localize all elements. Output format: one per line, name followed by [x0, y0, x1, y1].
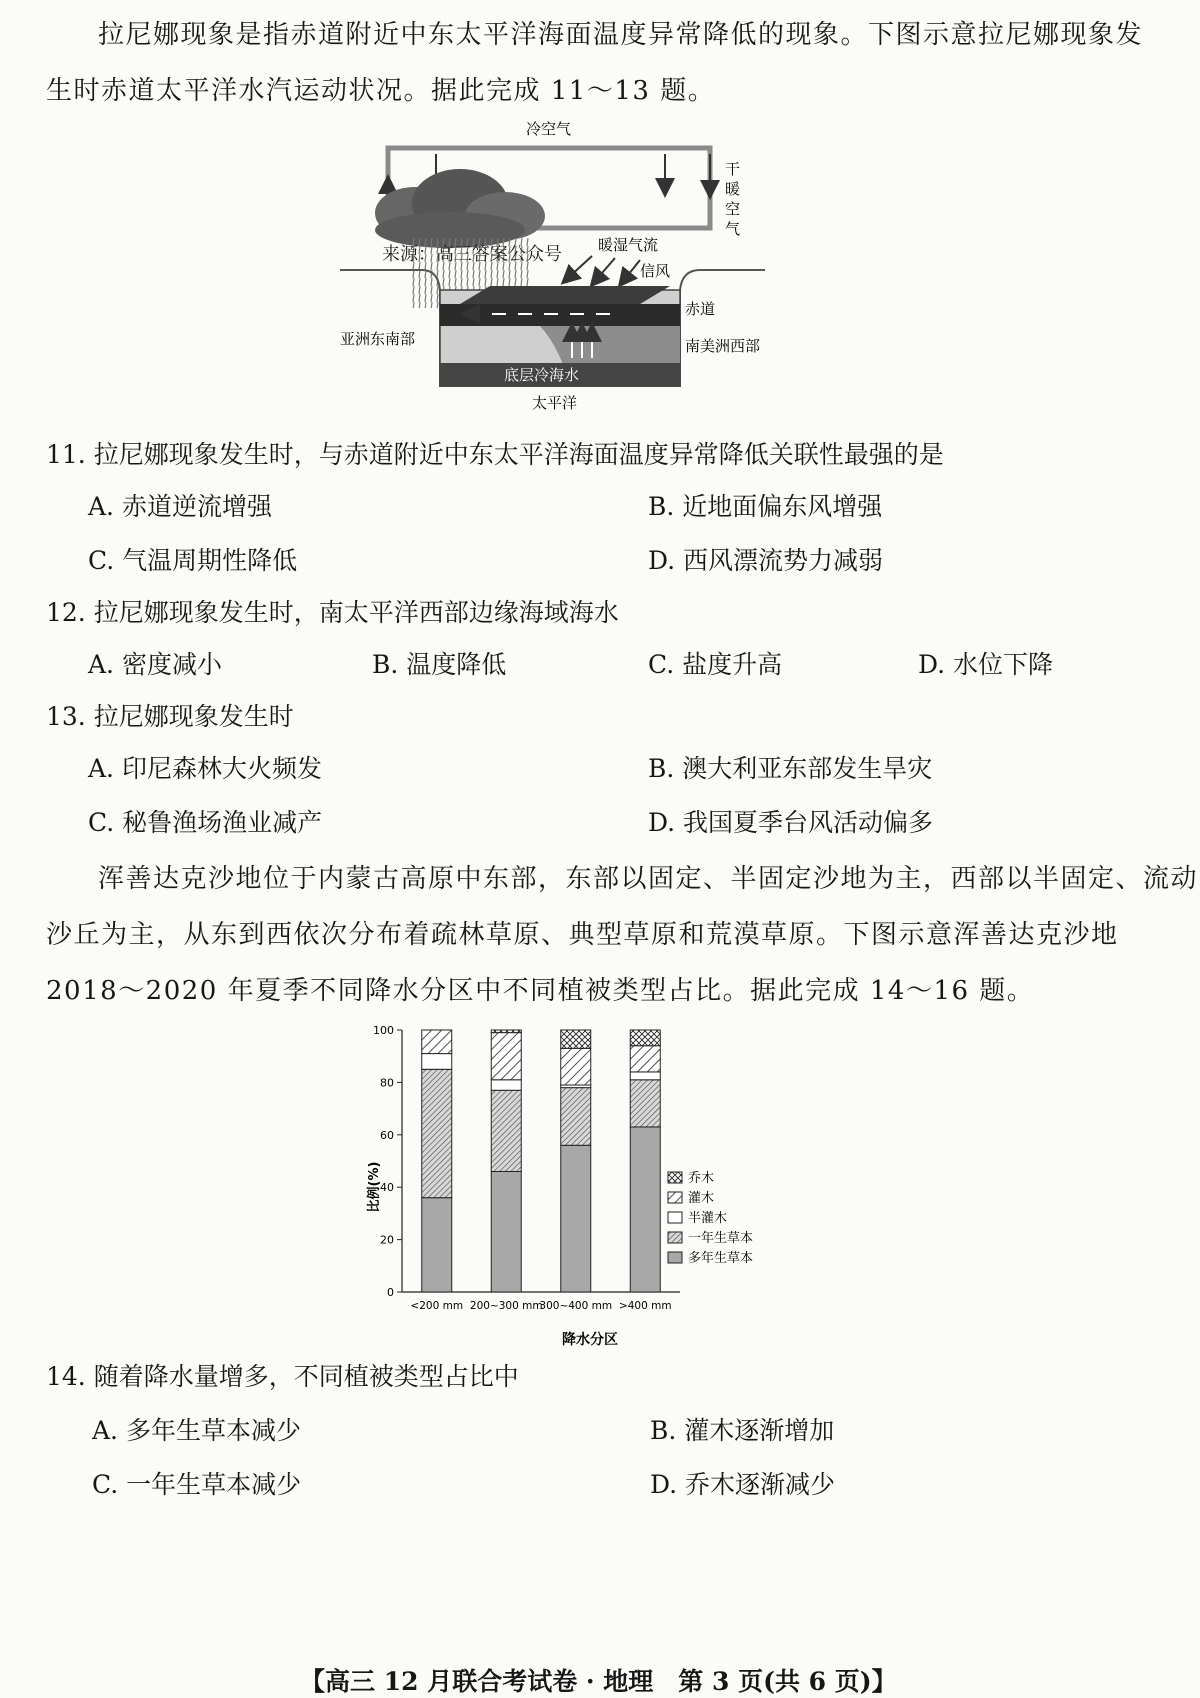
- source-watermark: 来源：高三答案公众号: [382, 244, 562, 265]
- q13-option-a[interactable]: A. 印尼森林大火频发: [88, 754, 322, 783]
- chart-y-axis-label: 比例(%): [367, 1161, 382, 1213]
- bar-segment-1-乔木: [491, 1030, 521, 1033]
- legend-swatch: [668, 1252, 682, 1263]
- bar-segment-3-半灌木: [630, 1072, 660, 1080]
- question-14-stem: 14. 随着降水量增多，不同植被类型占比中: [46, 1362, 519, 1391]
- cold-air-label: 冷空气: [526, 120, 572, 138]
- legend-label: 半灌木: [688, 1211, 728, 1226]
- chart-x-axis-label: 降水分区: [562, 1332, 618, 1348]
- q14-option-a[interactable]: A. 多年生草本减少: [92, 1416, 301, 1445]
- x-tick-label: 200~300 mm: [469, 1300, 543, 1312]
- bar-segment-2-一年生草本: [561, 1088, 591, 1146]
- bar-segment-3-一年生草本: [630, 1080, 660, 1127]
- y-tick-label: 100: [373, 1024, 394, 1037]
- bar-segment-0-一年生草本: [422, 1069, 452, 1197]
- x-tick-label: 300~400 mm: [539, 1300, 613, 1312]
- q12-option-d[interactable]: D. 水位下降: [918, 650, 1054, 679]
- q14-option-d[interactable]: D. 乔木逐渐减少: [650, 1470, 836, 1499]
- x-tick-label: <200 mm: [410, 1300, 464, 1312]
- q11-option-a[interactable]: A. 赤道逆流增强: [88, 492, 272, 521]
- q12-option-c[interactable]: C. 盐度升高: [648, 650, 783, 679]
- bar-segment-1-一年生草本: [491, 1090, 521, 1171]
- chart-bars: [410, 1030, 671, 1312]
- legend-swatch: [668, 1192, 682, 1203]
- y-tick-label: 60: [380, 1128, 394, 1142]
- q12-option-a[interactable]: A. 密度减小: [88, 650, 222, 679]
- legend-swatch: [668, 1212, 682, 1223]
- bar-segment-0-半灌木: [422, 1054, 452, 1070]
- q11-option-c[interactable]: C. 气温周期性降低: [88, 546, 298, 575]
- y-tick-label: 20: [380, 1233, 394, 1247]
- equator-label: 赤道: [685, 300, 716, 318]
- dry-warm-air-label-3: 空: [725, 200, 741, 218]
- question-12-stem: 12. 拉尼娜现象发生时，南太平洋西部边缘海域海水: [46, 598, 619, 627]
- vegetation-stacked-bar-chart: [360, 1022, 900, 1350]
- y-tick-label: 0: [387, 1286, 394, 1299]
- dry-warm-air-label-1: 干: [725, 160, 741, 178]
- question-11-stem: 11. 拉尼娜现象发生时，与赤道附近中东太平洋海面温度异常降低关联性最强的是: [46, 440, 944, 469]
- q12-option-b[interactable]: B. 温度降低: [372, 650, 507, 679]
- q14-option-c[interactable]: C. 一年生草本减少: [92, 1470, 302, 1499]
- bar-segment-1-半灌木: [491, 1080, 521, 1090]
- bar-segment-0-灌木: [422, 1030, 452, 1054]
- intro1-line2: 生时赤道太平洋水汽运动状况。据此完成 11～13 题。: [46, 76, 716, 106]
- cold-water-label: 底层冷海水: [504, 366, 580, 384]
- warm-humid-label: 暖湿气流: [598, 236, 659, 254]
- y-tick-label: 80: [380, 1076, 394, 1090]
- q13-option-b[interactable]: B. 澳大利亚东部发生旱灾: [648, 754, 933, 783]
- bar-segment-2-多年生草本: [561, 1145, 591, 1292]
- legend-label: 乔木: [688, 1171, 715, 1186]
- s-america-west-label: 南美洲西部: [685, 337, 761, 355]
- trade-wind-label: 信风: [640, 262, 671, 280]
- intro2-line2: 沙丘为主，从东到西依次分布着疏林草原、典型草原和荒漠草原。下图示意浑善达克沙地: [46, 920, 1119, 950]
- bar-segment-3-多年生草本: [630, 1127, 660, 1292]
- pacific-label: 太平洋: [532, 394, 578, 412]
- bar-segment-0-多年生草本: [422, 1198, 452, 1292]
- legend-swatch: [668, 1172, 682, 1183]
- intro2-line1: 浑善达克沙地位于内蒙古高原中东部，东部以固定、半固定沙地为主，西部以半固定、流动: [98, 864, 1199, 894]
- intro2-line3: 2018～2020 年夏季不同降水分区中不同植被类型占比。据此完成 14～16 题。: [46, 976, 1035, 1006]
- q11-option-b[interactable]: B. 近地面偏东风增强: [648, 492, 883, 521]
- bar-segment-2-乔木: [561, 1030, 591, 1048]
- dry-warm-air-label-2: 暖: [725, 180, 741, 198]
- bar-segment-1-多年生草本: [491, 1171, 521, 1292]
- x-tick-label: >400 mm: [618, 1300, 672, 1312]
- q14-option-b[interactable]: B. 灌木逐渐增加: [650, 1416, 835, 1445]
- page-footer: 【高三 12 月联合考试卷 · 地理 第 3 页(共 6 页)】: [300, 1667, 897, 1696]
- q11-option-d[interactable]: D. 西风漂流势力减弱: [648, 546, 884, 575]
- q13-option-c[interactable]: C. 秘鲁渔场渔业减产: [88, 808, 323, 837]
- question-13-stem: 13. 拉尼娜现象发生时: [46, 702, 294, 731]
- legend-swatch: [668, 1232, 682, 1243]
- q13-option-d[interactable]: D. 我国夏季台风活动偏多: [648, 808, 934, 837]
- legend-label: 一年生草本: [688, 1231, 754, 1246]
- intro1-line1: 拉尼娜现象是指赤道附近中东太平洋海面温度异常降低的现象。下图示意拉尼娜现象发: [98, 20, 1144, 50]
- bar-segment-3-灌木: [630, 1046, 660, 1072]
- legend-label: 灌木: [688, 1191, 715, 1206]
- bar-segment-1-灌木: [491, 1033, 521, 1080]
- se-asia-label: 亚洲东南部: [340, 330, 416, 348]
- legend-label: 多年生草本: [688, 1251, 754, 1266]
- y-tick-label: 40: [380, 1181, 394, 1195]
- dry-warm-air-label-4: 气: [725, 220, 741, 238]
- bar-segment-3-乔木: [630, 1030, 660, 1046]
- bar-segment-2-灌木: [561, 1048, 591, 1085]
- la-nina-diagram: [340, 118, 800, 428]
- chart-legend: [668, 1170, 753, 1266]
